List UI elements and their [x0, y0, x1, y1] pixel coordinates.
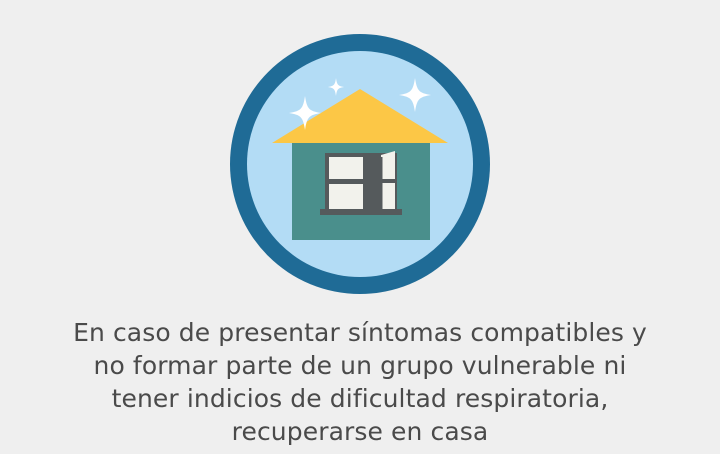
caption-line: tener indicios de dificultad respiratoria, — [111, 384, 609, 413]
clean-house-icon — [229, 33, 491, 295]
advice-caption — [0, 316, 720, 448]
caption-line: En caso de presentar síntomas compatibles y — [73, 318, 647, 347]
open-window-icon — [320, 151, 402, 215]
caption-line: recuperarse en casa — [231, 417, 489, 446]
caption-line: no formar parte de un grupo vulnerable ni — [93, 351, 627, 380]
